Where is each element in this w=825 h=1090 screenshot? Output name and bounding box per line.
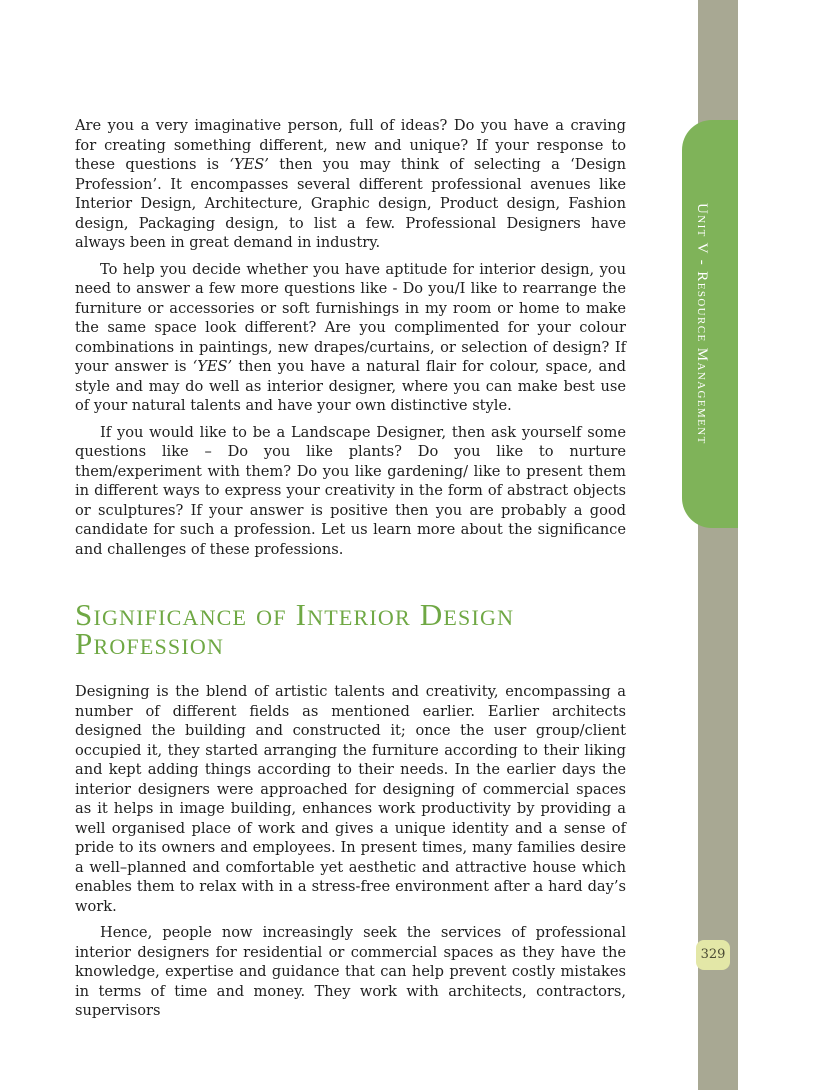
section-heading-line-2: Profession <box>75 626 225 661</box>
intro-yes-emphasis: ‘YES’ <box>229 156 269 173</box>
interior-yes-emphasis: ‘YES’ <box>192 358 233 375</box>
services-paragraph: Hence, people now increasingly seek the services of professional interior designers for residential or commercial spaces as they have the knowledge, expertise and guidance that can help prevent costly mistakes in terms of time and money. They work with architects, contractors, supervisors <box>75 924 626 1019</box>
interior-aptitude-text-end: then you have a natural flair for colour, space, and style and may do well as interior designer, where you can make best use of your natural talents and have your own distinctive style. <box>75 358 626 414</box>
significance-paragraph: Designing is the blend of artistic talents and creativity, encompassing a number of different fields as mentioned earlier. Earlier architects designed the building and constructed it; once the user group/client occupied it, they started arranging the furniture according to their liking and kept adding things according to their needs. In the earlier days the interior designers were approached for designing of commercial spaces as it helps in image building, enhances work productivity by providing a well organised place of work and gives a unique identity and a sense of pride to its owners and employees. In present times, many families desire a well–planned and comfortable yet aesthetic and attractive house which enables them to relax with in a stress-free environment after a hard day’s work. <box>75 683 626 915</box>
intro-text-end: then you may think of selecting a ‘Design Profession’. It encompasses several different professional avenues like Interior Design, Architecture, Graphic design, Product design, Fashion design, Packaging design, to list a few. Professional Designers have always been in great demand in industry. <box>75 156 626 251</box>
unit-tab <box>682 120 738 528</box>
page-content <box>75 116 626 1028</box>
section-heading <box>75 597 626 661</box>
section-heading-line-1: Significance of Interior Design <box>75 597 515 632</box>
interior-aptitude-paragraph <box>75 260 626 416</box>
intro-paragraph <box>75 116 626 253</box>
landscape-paragraph: If you would like to be a Landscape Designer, then ask yourself some questions like – Do you like plants? Do you like to nurture them/experiment with them? Do you like gardening/ like to present them in different ways to express your creativity in the form of abstract objects or sculptures? If your answer is positive then you are probably a good candidate for such a profession. Let us learn more about the significance and challenges of these professions. <box>75 423 626 558</box>
intro-text-start: Are you a very imaginative person, full of ideas? Do you have a craving for creating something different, new and unique? If your response to these questions is <box>75 117 626 173</box>
page-number: 329 <box>696 940 730 970</box>
interior-aptitude-text-start: To help you decide whether you have aptitude for interior design, you need to answer a few more questions like - Do you/I like to rearrange the furniture or accessories or soft furnishings in my room or home to make the same space look different? Are you complimented for your colour combinations in paintings, new drapes/curtains, or selection of design? If your answer is <box>75 260 626 375</box>
unit-tab-label: Unit V - Resource Management <box>694 203 710 445</box>
